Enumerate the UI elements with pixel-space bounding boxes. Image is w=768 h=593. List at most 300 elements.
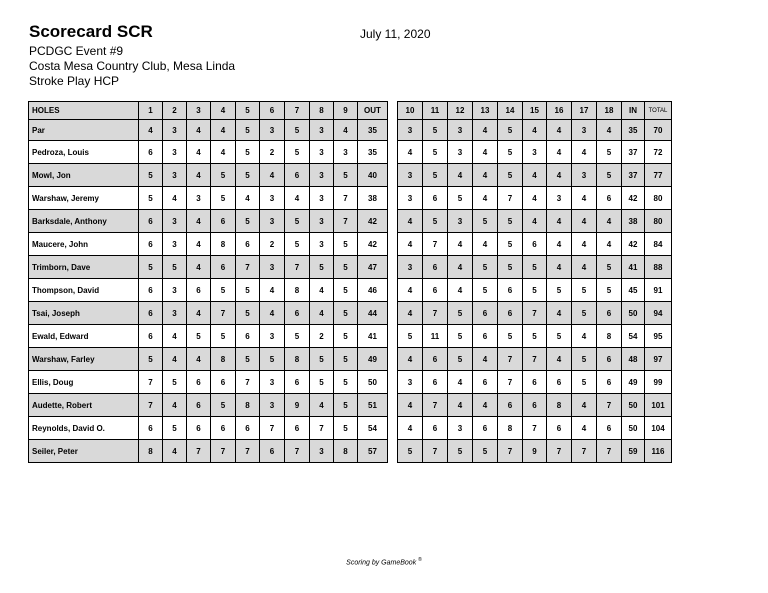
column-header: 7: [285, 102, 310, 120]
score-cell: 4: [187, 302, 211, 325]
score-cell: 97: [645, 348, 672, 371]
score-cell: 5: [187, 325, 211, 348]
score-cell: 3: [260, 210, 285, 233]
score-cell: 6: [423, 417, 448, 440]
score-cell: 94: [645, 302, 672, 325]
column-header: 5: [236, 102, 260, 120]
score-cell: 5: [236, 279, 260, 302]
score-cell: 3: [310, 233, 334, 256]
score-cell: 3: [260, 187, 285, 210]
par-cell: 4: [597, 120, 622, 141]
score-cell: 6: [597, 348, 622, 371]
player-row: [29, 164, 388, 187]
score-cell: 6: [187, 371, 211, 394]
player-row: [398, 417, 672, 440]
score-cell: 6: [547, 417, 572, 440]
player-row: [29, 440, 388, 463]
score-cell: 44: [358, 302, 388, 325]
score-cell: 5: [498, 164, 523, 187]
event-name: PCDGC Event #9: [29, 44, 124, 58]
score-cell: 6: [236, 325, 260, 348]
score-cell: 7: [211, 440, 236, 463]
player-row: [398, 348, 672, 371]
header-row: [29, 102, 388, 120]
score-cell: 5: [139, 348, 163, 371]
score-cell: 5: [211, 394, 236, 417]
score-cell: 5: [334, 256, 358, 279]
score-cell: 99: [645, 371, 672, 394]
player-row: [29, 394, 388, 417]
score-cell: 5: [423, 210, 448, 233]
score-cell: 8: [597, 325, 622, 348]
score-cell: 5: [597, 141, 622, 164]
score-cell: 50: [622, 302, 645, 325]
score-cell: 4: [572, 210, 597, 233]
score-cell: 7: [572, 440, 597, 463]
score-cell: 6: [139, 302, 163, 325]
front-nine-table: [28, 101, 388, 463]
score-cell: 50: [622, 394, 645, 417]
score-cell: 4: [310, 279, 334, 302]
score-cell: 5: [448, 187, 473, 210]
par-cell: 5: [285, 120, 310, 141]
par-cell: 4: [334, 120, 358, 141]
score-cell: 95: [645, 325, 672, 348]
player-row: [398, 256, 672, 279]
score-cell: 5: [498, 141, 523, 164]
score-cell: 9: [285, 394, 310, 417]
score-cell: 8: [285, 279, 310, 302]
score-cell: 6: [423, 371, 448, 394]
score-cell: 5: [334, 417, 358, 440]
score-cell: 6: [523, 371, 547, 394]
score-cell: 7: [310, 417, 334, 440]
score-cell: 3: [260, 394, 285, 417]
score-cell: 7: [285, 256, 310, 279]
score-cell: 5: [423, 164, 448, 187]
score-cell: 5: [236, 302, 260, 325]
score-cell: 5: [139, 164, 163, 187]
score-cell: 6: [597, 417, 622, 440]
score-cell: 4: [187, 141, 211, 164]
score-cell: 3: [260, 371, 285, 394]
score-cell: 6: [547, 371, 572, 394]
score-cell: 6: [423, 256, 448, 279]
column-header: HOLES: [29, 102, 139, 120]
score-cell: 3: [163, 164, 187, 187]
score-cell: 6: [473, 417, 498, 440]
score-cell: 7: [498, 348, 523, 371]
score-cell: 5: [334, 164, 358, 187]
player-row: [29, 348, 388, 371]
score-cell: 6: [139, 141, 163, 164]
score-cell: 7: [139, 394, 163, 417]
score-cell: 84: [645, 233, 672, 256]
score-cell: 4: [448, 394, 473, 417]
score-cell: 8: [236, 394, 260, 417]
column-header: 10: [398, 102, 423, 120]
score-cell: 50: [622, 417, 645, 440]
score-cell: 6: [211, 371, 236, 394]
venue-name: Costa Mesa Country Club, Mesa Linda: [29, 59, 236, 73]
score-cell: 4: [398, 302, 423, 325]
column-header: 2: [163, 102, 187, 120]
score-cell: 7: [187, 440, 211, 463]
score-cell: 2: [310, 325, 334, 348]
score-cell: 80: [645, 210, 672, 233]
par-cell: 4: [187, 120, 211, 141]
score-cell: 5: [334, 394, 358, 417]
score-cell: 4: [547, 256, 572, 279]
score-cell: 3: [163, 141, 187, 164]
score-cell: 3: [398, 371, 423, 394]
player-row: [29, 141, 388, 164]
score-cell: 6: [423, 279, 448, 302]
score-cell: 5: [334, 371, 358, 394]
score-cell: 5: [448, 325, 473, 348]
score-cell: 3: [310, 141, 334, 164]
score-cell: 6: [597, 302, 622, 325]
score-cell: 5: [285, 141, 310, 164]
player-name: Reynolds, David O.: [29, 417, 139, 440]
score-cell: 7: [498, 371, 523, 394]
score-cell: 5: [236, 348, 260, 371]
score-cell: 54: [358, 417, 388, 440]
score-cell: 6: [139, 417, 163, 440]
score-cell: 4: [260, 164, 285, 187]
score-cell: 5: [211, 279, 236, 302]
column-header: 11: [423, 102, 448, 120]
score-cell: 4: [547, 164, 572, 187]
score-cell: 5: [572, 302, 597, 325]
score-cell: 5: [498, 325, 523, 348]
score-cell: 5: [211, 187, 236, 210]
score-cell: 4: [448, 371, 473, 394]
column-header: 12: [448, 102, 473, 120]
column-header: 9: [334, 102, 358, 120]
score-cell: 50: [358, 371, 388, 394]
score-cell: 4: [163, 187, 187, 210]
score-cell: 4: [260, 302, 285, 325]
player-row: [398, 302, 672, 325]
score-cell: 3: [310, 187, 334, 210]
score-cell: 5: [334, 325, 358, 348]
player-row: [29, 279, 388, 302]
score-cell: 6: [285, 164, 310, 187]
player-row: [29, 417, 388, 440]
score-cell: 6: [211, 256, 236, 279]
player-row: [398, 371, 672, 394]
score-cell: 5: [448, 348, 473, 371]
score-cell: 4: [163, 348, 187, 371]
par-cell: 4: [523, 120, 547, 141]
score-cell: 7: [236, 256, 260, 279]
score-cell: 4: [572, 141, 597, 164]
column-header: 13: [473, 102, 498, 120]
score-cell: 4: [398, 210, 423, 233]
score-cell: 4: [572, 256, 597, 279]
score-cell: 37: [622, 164, 645, 187]
score-cell: 49: [358, 348, 388, 371]
score-cell: 8: [285, 348, 310, 371]
player-row: [29, 325, 388, 348]
score-cell: 8: [211, 348, 236, 371]
score-cell: 3: [163, 279, 187, 302]
score-cell: 4: [572, 394, 597, 417]
score-cell: 4: [572, 233, 597, 256]
player-name: Trimborn, Dave: [29, 256, 139, 279]
score-cell: 6: [211, 417, 236, 440]
score-cell: 6: [139, 325, 163, 348]
column-header: 4: [211, 102, 236, 120]
score-cell: 38: [622, 210, 645, 233]
score-cell: 5: [285, 210, 310, 233]
play-format: Stroke Play HCP: [29, 74, 120, 88]
score-cell: 7: [523, 417, 547, 440]
score-cell: 4: [310, 302, 334, 325]
player-name: Ellis, Doug: [29, 371, 139, 394]
score-cell: 9: [523, 440, 547, 463]
score-cell: 7: [423, 440, 448, 463]
par-cell: 35: [622, 120, 645, 141]
score-cell: 5: [572, 371, 597, 394]
score-cell: 4: [163, 440, 187, 463]
column-header: 14: [498, 102, 523, 120]
score-cell: 3: [523, 141, 547, 164]
score-cell: 7: [423, 233, 448, 256]
player-name: Seiler, Peter: [29, 440, 139, 463]
par-cell: 4: [547, 120, 572, 141]
score-cell: 6: [473, 371, 498, 394]
score-cell: 3: [448, 141, 473, 164]
score-cell: 5: [473, 279, 498, 302]
score-cell: 4: [398, 394, 423, 417]
player-row: [29, 233, 388, 256]
score-cell: 6: [285, 417, 310, 440]
score-cell: 6: [187, 279, 211, 302]
score-cell: 7: [597, 440, 622, 463]
score-cell: 40: [358, 164, 388, 187]
score-cell: 5: [334, 233, 358, 256]
column-header: 8: [310, 102, 334, 120]
par-cell: 3: [398, 120, 423, 141]
column-header: 18: [597, 102, 622, 120]
score-cell: 72: [645, 141, 672, 164]
score-cell: 4: [547, 233, 572, 256]
player-row: [398, 394, 672, 417]
player-row: [29, 210, 388, 233]
score-cell: 7: [547, 440, 572, 463]
score-cell: 4: [597, 233, 622, 256]
player-row: [29, 302, 388, 325]
score-cell: 7: [285, 440, 310, 463]
score-cell: 8: [139, 440, 163, 463]
score-cell: 116: [645, 440, 672, 463]
score-cell: 38: [358, 187, 388, 210]
player-row: [398, 440, 672, 463]
player-row: [398, 325, 672, 348]
score-cell: 41: [622, 256, 645, 279]
score-cell: 4: [211, 141, 236, 164]
score-cell: 2: [260, 141, 285, 164]
column-header: TOTAL: [645, 102, 672, 120]
score-cell: 4: [572, 325, 597, 348]
score-cell: 7: [498, 440, 523, 463]
score-cell: 4: [547, 210, 572, 233]
score-cell: 5: [498, 210, 523, 233]
par-cell: 3: [310, 120, 334, 141]
column-header: 17: [572, 102, 597, 120]
score-cell: 5: [398, 325, 423, 348]
score-cell: 45: [622, 279, 645, 302]
player-row: [398, 187, 672, 210]
score-cell: 4: [473, 348, 498, 371]
score-cell: 57: [358, 440, 388, 463]
score-cell: 4: [448, 233, 473, 256]
player-name: Warshaw, Farley: [29, 348, 139, 371]
score-cell: 4: [547, 141, 572, 164]
score-cell: 11: [423, 325, 448, 348]
score-cell: 8: [498, 417, 523, 440]
score-cell: 77: [645, 164, 672, 187]
score-cell: 47: [358, 256, 388, 279]
score-cell: 5: [139, 256, 163, 279]
score-cell: 101: [645, 394, 672, 417]
par-cell: 3: [163, 120, 187, 141]
score-cell: 6: [597, 187, 622, 210]
score-cell: 4: [398, 279, 423, 302]
par-cell: 5: [498, 120, 523, 141]
score-cell: 6: [473, 302, 498, 325]
score-cell: 6: [498, 279, 523, 302]
score-cell: 42: [358, 233, 388, 256]
par-cell: 5: [236, 120, 260, 141]
player-name: Ewald, Edward: [29, 325, 139, 348]
player-row: [398, 279, 672, 302]
registered-mark: ®: [418, 557, 422, 563]
score-cell: 5: [448, 440, 473, 463]
par-row: [29, 120, 388, 141]
score-cell: 5: [448, 302, 473, 325]
score-cell: 5: [547, 279, 572, 302]
score-cell: 6: [211, 210, 236, 233]
score-cell: 3: [310, 440, 334, 463]
score-cell: 4: [597, 210, 622, 233]
column-header: IN: [622, 102, 645, 120]
score-cell: 4: [473, 233, 498, 256]
score-cell: 80: [645, 187, 672, 210]
score-cell: 5: [211, 325, 236, 348]
score-cell: 3: [398, 164, 423, 187]
score-cell: 4: [448, 256, 473, 279]
score-cell: 4: [187, 164, 211, 187]
player-row: [29, 187, 388, 210]
score-cell: 91: [645, 279, 672, 302]
score-cell: 5: [211, 164, 236, 187]
score-cell: 5: [334, 279, 358, 302]
score-cell: 4: [572, 187, 597, 210]
score-cell: 6: [236, 233, 260, 256]
column-header: 16: [547, 102, 572, 120]
score-cell: 4: [448, 279, 473, 302]
score-cell: 6: [139, 210, 163, 233]
par-cell: 3: [572, 120, 597, 141]
score-cell: 3: [310, 210, 334, 233]
score-cell: 59: [622, 440, 645, 463]
score-cell: 7: [423, 394, 448, 417]
score-cell: 5: [163, 417, 187, 440]
par-cell: 4: [211, 120, 236, 141]
score-cell: 5: [523, 325, 547, 348]
score-cell: 5: [139, 187, 163, 210]
score-cell: 5: [498, 233, 523, 256]
score-cell: 4: [163, 325, 187, 348]
score-cell: 5: [285, 325, 310, 348]
player-name: Barksdale, Anthony: [29, 210, 139, 233]
score-cell: 5: [473, 210, 498, 233]
player-row: [29, 256, 388, 279]
score-cell: 5: [334, 348, 358, 371]
score-cell: 4: [398, 348, 423, 371]
score-cell: 2: [260, 233, 285, 256]
score-cell: 4: [523, 210, 547, 233]
par-cell: 5: [423, 120, 448, 141]
score-cell: 104: [645, 417, 672, 440]
score-cell: 88: [645, 256, 672, 279]
score-cell: 5: [310, 371, 334, 394]
score-cell: 4: [310, 394, 334, 417]
score-cell: 6: [187, 417, 211, 440]
score-cell: 7: [260, 417, 285, 440]
par-cell: 3: [260, 120, 285, 141]
score-cell: 42: [358, 210, 388, 233]
score-cell: 6: [139, 233, 163, 256]
player-name: Thompson, David: [29, 279, 139, 302]
score-cell: 5: [597, 164, 622, 187]
header-row: [398, 102, 672, 120]
score-cell: 6: [473, 325, 498, 348]
score-cell: 5: [597, 256, 622, 279]
score-cell: 5: [473, 256, 498, 279]
score-cell: 6: [597, 371, 622, 394]
score-cell: 7: [523, 302, 547, 325]
score-cell: 5: [163, 371, 187, 394]
score-cell: 7: [498, 187, 523, 210]
score-cell: 6: [260, 440, 285, 463]
score-cell: 6: [498, 302, 523, 325]
score-cell: 6: [139, 279, 163, 302]
player-row: [398, 233, 672, 256]
footer-text: Scoring by GameBook: [346, 559, 417, 567]
column-header: 15: [523, 102, 547, 120]
par-cell: 35: [358, 120, 388, 141]
score-cell: 4: [187, 256, 211, 279]
score-cell: 35: [358, 141, 388, 164]
score-cell: 4: [547, 348, 572, 371]
column-header: 6: [260, 102, 285, 120]
player-row: [398, 210, 672, 233]
score-cell: 5: [310, 348, 334, 371]
score-cell: 3: [163, 302, 187, 325]
score-cell: 5: [597, 279, 622, 302]
score-cell: 5: [398, 440, 423, 463]
score-cell: 3: [448, 210, 473, 233]
column-header: 3: [187, 102, 211, 120]
score-cell: 5: [334, 302, 358, 325]
score-cell: 5: [310, 256, 334, 279]
score-cell: 3: [398, 187, 423, 210]
score-cell: 5: [572, 348, 597, 371]
